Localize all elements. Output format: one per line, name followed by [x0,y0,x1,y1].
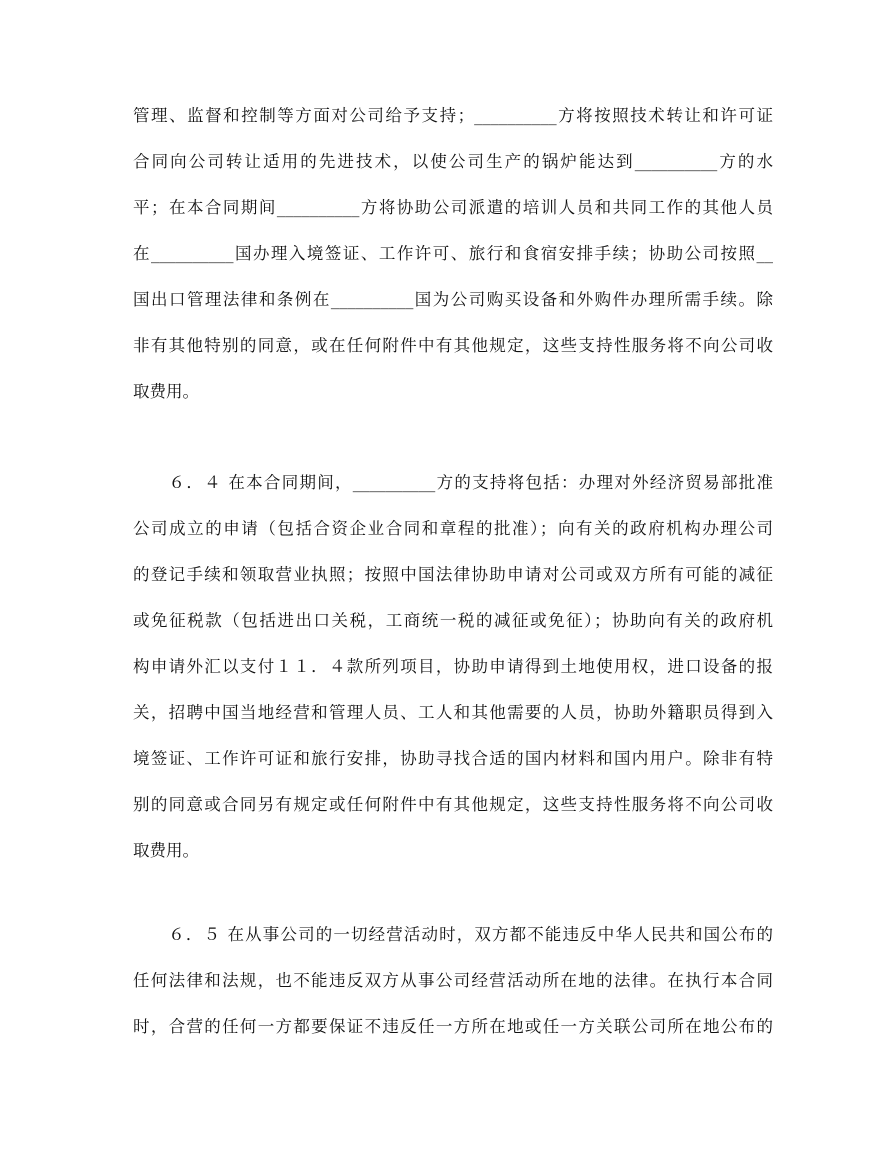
text-line: 取费用。 [133,841,199,860]
text-line: 合同向公司转让适用的先进技术，以使公司生产的锅炉能达到__________方的水 [133,152,773,171]
paragraph-clause-6-4 [133,460,773,874]
text-line: 非有其他特别的同意，或在任何附件中有其他规定，这些支持性服务将不向公司收 [133,336,773,355]
text-line: 构申请外汇以支付１１．４款所列项目，协助申请得到土地使用权，进口设备的报 [133,657,773,676]
text-line: ６．５ 在从事公司的一切经营活动时，双方都不能违反中华人民共和国公布的 [133,925,773,944]
paragraph-clause-6-5 [133,912,773,1050]
text-line: 平；在本合同期间__________方将协助公司派遣的培训人员和共同工作的其他人员 [133,198,773,217]
text-line: 国出口管理法律和条例在__________国为公司购买设备和外购件办理所需手续。除 [133,290,773,309]
text-line: 关，招聘中国当地经营和管理人员、工人和其他需要的人员，协助外籍职员得到入 [133,703,773,722]
text-line: 的登记手续和领取营业执照；按照中国法律协助申请对公司或双方所有可能的减征 [133,565,773,584]
text-line: 任何法律和法规，也不能违反双方从事公司经营活动所在地的法律。在执行本合同 [133,971,773,990]
text-line: 公司成立的申请（包括合资企业合同和章程的批准）；向有关的政府机构办理公司 [133,519,773,538]
text-line: 管理、监督和控制等方面对公司给予支持；__________方将按照技术转让和许可证 [133,106,773,125]
text-line: 或免征税款（包括进出口关税，工商统一税的减征或免征）；协助向有关的政府机 [133,611,773,630]
text-line: 别的同意或合同另有规定或任何附件中有其他规定，这些支持性服务将不向公司收 [133,795,773,814]
text-line: ６．４ 在本合同期间，__________方的支持将包括：办理对外经济贸易部批准 [133,473,773,492]
text-line: 在__________国办理入境签证、工作许可、旅行和食宿安排手续；协助公司按照__ [133,244,773,263]
text-line: 时，合营的任何一方都要保证不违反任一方所在地或任一方关联公司所在地公布的 [133,1017,773,1036]
text-line: 取费用。 [133,382,199,401]
paragraph-support-services [133,93,773,415]
text-line: 境签证、工作许可证和旅行安排，协助寻找合适的国内材料和国内用户。除非有特 [133,749,773,768]
